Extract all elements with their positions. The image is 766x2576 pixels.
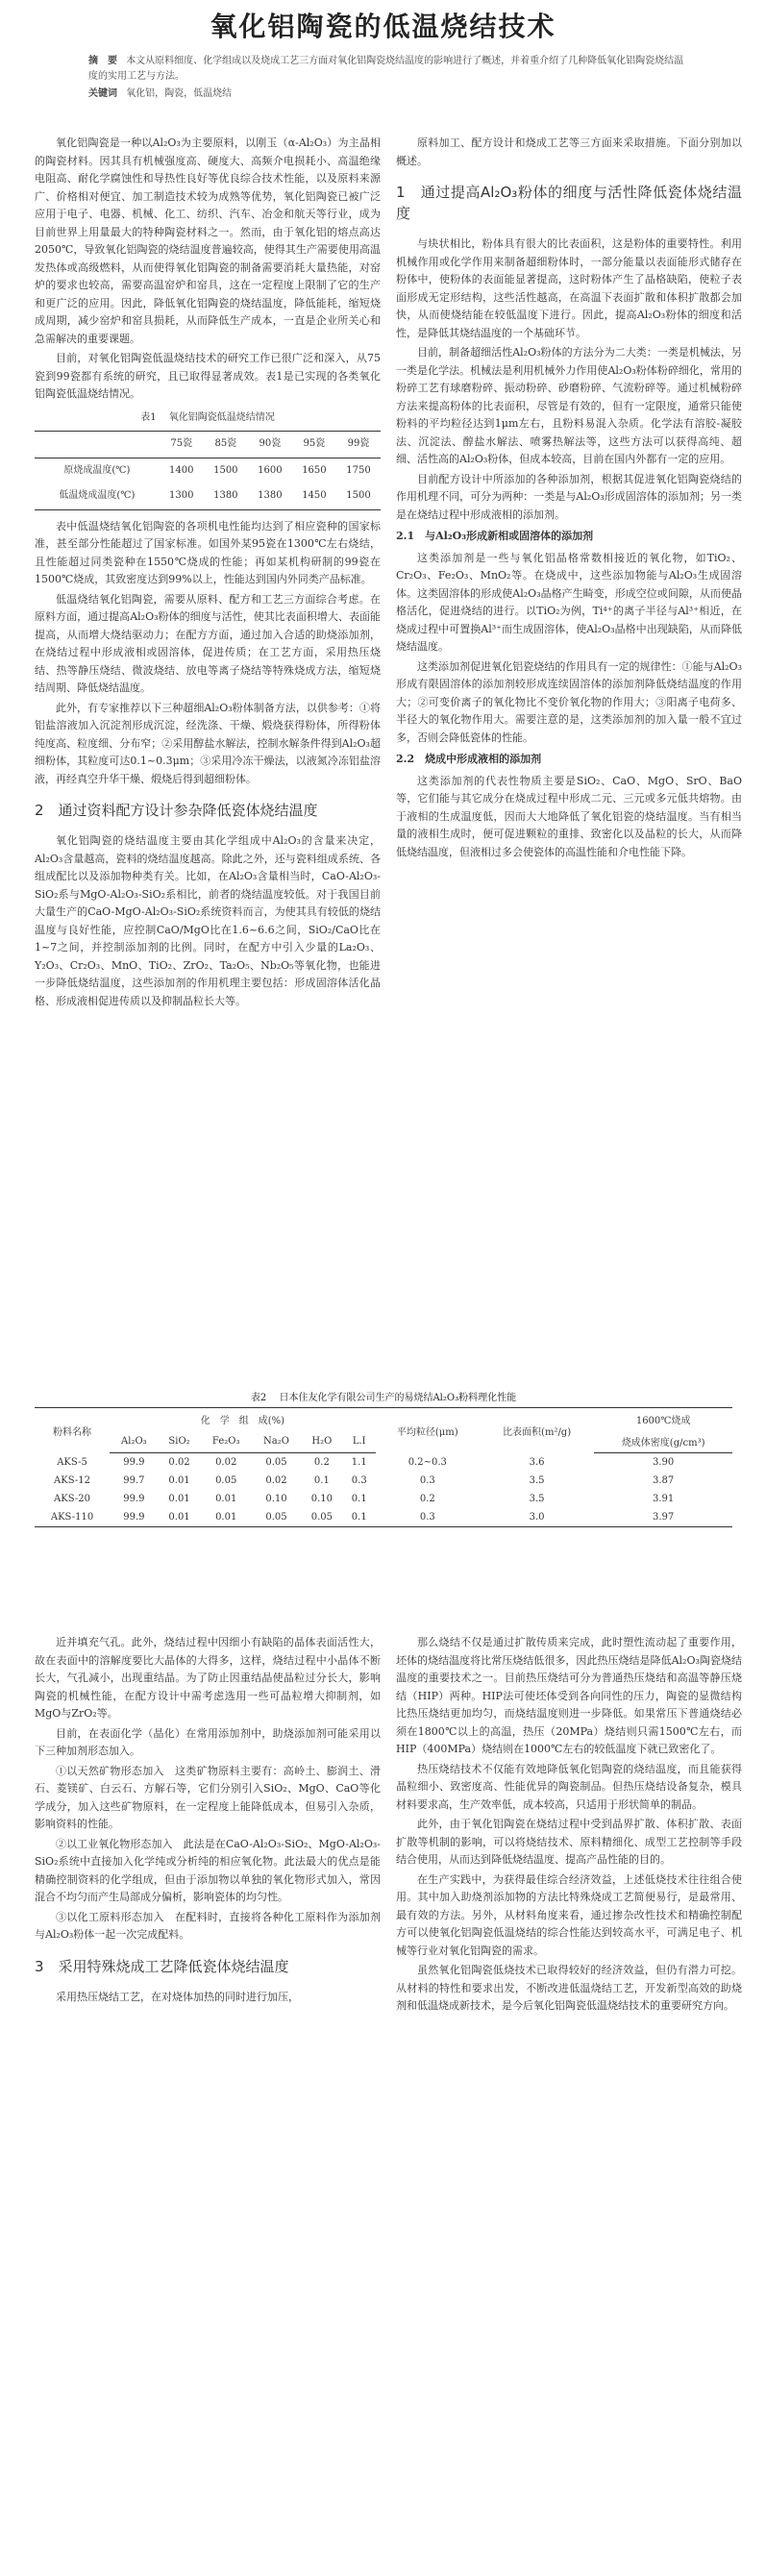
table-header-cell: L.I (343, 1430, 376, 1453)
keywords-label: 关键词 (88, 88, 117, 99)
table-header-cell: 比表面积(m²/g) (480, 1408, 594, 1453)
table2-title: 日本住友化学有限公司生产的易烧结Al₂O₃粉料理化性能 (279, 1393, 517, 1403)
paragraph: 目前，对氧化铝陶瓷低温烧结技术的研究工作已很广泛和深入，从75瓷到99瓷都有系统的研究，且已取得显著成效。表1是已实现的各类氧化铝陶瓷低温烧结情况。 (35, 352, 381, 400)
table-header-cell: 1600℃烧成 (594, 1408, 732, 1431)
table-cell: 99.9 (123, 1457, 145, 1468)
table-header-cell: Fe₂O₃ (200, 1430, 252, 1453)
column-upper-left (35, 135, 381, 1012)
table-cell: 0.1 (351, 1494, 367, 1504)
table1-caption (35, 409, 381, 428)
paragraph: 热压烧结技术不仅能有效地降低氧化铝陶瓷的烧结温度，而且能获得晶粒细小、致密度高、性能优异的陶瓷制品。但热压烧结设备复杂，模具材料要求高，生产效率低，成本较高，只适用于形状简单的制品。 (396, 1762, 742, 1811)
table-header-cell: H₂O (301, 1430, 343, 1453)
abstract-paragraph (88, 54, 684, 85)
paragraph: 目前，在表面化学（晶化）在常用添加剂中，助烧添加剂可能采用以下三种加剂形态加入。 (35, 1726, 381, 1757)
paragraph: 近并填充气孔。此外，烧结过程中因细小有缺陷的晶体表面活性大，故在表面中的溶解度要比大晶体的大得多，这样，烧结过程中小晶体不断长大，气孔减小，出现重结晶。为了防止因重结晶使晶粒过分长大，影响陶瓷的机械性能，在配方设计中需考虑选用一些可晶粒增大抑制剂，如MgO与ZrO₂等。 (35, 1636, 381, 1720)
table-row (35, 1508, 732, 1527)
paragraph: 氧化铝陶瓷是一种以Al₂O₃为主要原料，以刚玉（α-Al₂O₃）为主晶相的陶瓷材料。因其具有机械强度高、硬度大、高频介电损耗小、高温绝缘电阻高、耐化学腐蚀性和导热性良好等优良综合技术性能，以及原料来源广、价格相对便宜、加工制造技术较为成熟等优势，氧化铝陶瓷已被广泛应用于电子、电器、机械、化工、纺织、汽车、冶金和航天等行业，成为目前世界上用量最大的特种陶瓷材料之一。然而，由于氧化铝的熔点高达2050℃，导致氧化铝陶瓷的烧结温度普遍较高，使得其生产需要使用高温发热体或高级燃料，从而使得氧化铝陶瓷的制备需要消耗大量热能，对窑炉的要求也较高，需要高温窑炉和窑具，这在一定程度上限制了它的生产和更广泛的应用。因此，降低氧化铝陶瓷的烧结温度，降低能耗，缩短烧成周期，减少窑炉和窑具损耗，从而降低生产成本，一直是企业所关心和急需解决的重要课题。 (35, 136, 381, 345)
table-cell: 0.05 (265, 1457, 287, 1468)
table-header-cell: 85瓷 (204, 432, 248, 458)
abstract-block (88, 54, 684, 102)
table-cell: 1450 (292, 483, 336, 509)
table-cell: 0.10 (310, 1494, 333, 1504)
table-cell: 0.05 (301, 1508, 343, 1527)
column-lower-right (396, 1634, 742, 2018)
table-cell: 0.01 (168, 1494, 190, 1504)
paragraph: 虽然氧化铝陶瓷低烧技术已取得较好的经济效益，但仍有潜力可挖。从材料的特性和要求出发，不断改进低温烧结工艺，开发新型高效的助烧剂和低温烧成新技术，是今后氧化铝陶瓷低温烧结技术的重要研究方向。 (396, 1964, 742, 2012)
table-cell: 0.05 (252, 1508, 301, 1527)
table-cell: 原烧成温度(℃) (63, 464, 131, 476)
table-row (35, 1453, 732, 1473)
table-header-cell: 烧成体密度(g/cm³) (594, 1430, 732, 1453)
table-header-row (35, 1408, 732, 1431)
table-cell: 0.01 (159, 1508, 201, 1527)
table-cell: 3.97 (594, 1508, 732, 1527)
paragraph: 目前，制备超细活性Al₂O₃粉体的方法分为二大类：一类是机械法，另一类是化学法。机械法是利用机械外力作用使Al₂O₃粉体粉碎细化，常用的粉碎工艺有球磨粉碎、振动粉碎、砂磨粉碎、气流粉碎等。通过机械粉碎方法来提高粉体的比表面积，尽管是有效的，但有一定限度，通常只能使粉料的平均粒径达到1μm左右，且粉料易混入杂质。化学法有溶胶-凝胶法、沉淀法、醇盐水解法、喷雾热解法等，这些方法可以获得高纯、超细、活性高的Al₂O₃粉体，但成本较高，目前在国内外都有一定的应用。 (396, 346, 742, 465)
table-cell: 3.91 (653, 1494, 675, 1504)
table-cell: AKS-12 (54, 1475, 91, 1486)
section-heading-3: 3 采用特殊烧成工艺降低瓷体烧结温度 (35, 1957, 289, 1975)
table-header-cell: 95瓷 (292, 432, 336, 458)
paragraph: 与块状相比，粉体具有很大的比表面积，这是粉体的重要特性。利用机械作用或化学作用来制备超细粉体时，一部分能量以表面能形式储存在粉体中，使粉体的表面能显著提高，这时粉体产生了晶格缺陷，使粒子表面形成无定形结构，这些活性越高，在高温下表面扩散和体积扩散都会加快，从而使烧结能在较低温度下进行。因此，提高Al₂O₃粉体的细度和活性，是降低其烧结温度的一个基础环节。 (396, 237, 742, 339)
paragraph: 低温烧结氧化铝陶瓷，需要从原料、配方和工艺三方面综合考虑。在原料方面，通过提高Al₂O₃粉体的细度与活性，使其比表面积增大、表面能提高，从而增大烧结驱动力；在配方方面，通过加入合适的助烧添加剂，在烧结过程中形成液相或固溶体，促进传质；在工艺方面，采用热压烧结、热等静压烧结、微波烧结、放电等离子烧结等特殊烧成方法，缩短烧结周期、降低烧结温度。 (35, 592, 381, 694)
table-cell: 0.2 (313, 1457, 330, 1468)
keywords-text: 氧化铝，陶瓷，低温烧结 (126, 88, 233, 99)
paragraph: 这类添加剂的代表性物质主要是SiO₂、CaO、MgO、SrO、BaO等，它们能与其它成分在烧成过程中形成二元、三元或多元低共熔物。由于液相的生成温度低，因而大大地降低了氧化铝瓷的烧结温度。当有相当量的液相生成时，便可促进颗粒的重排、致密化以及晶粒的长大，从而降低烧结温度，但液相过多会使瓷体的高温性能和介电性能下降。 (396, 774, 742, 858)
paragraph: 表中低温烧结氧化铝陶瓷的各项机电性能均达到了相应瓷种的国家标准，甚至部分性能超过了国家标准。如国外某95瓷在1300℃左右烧结，且性能超过同类瓷种在1550℃烧成的性能；再如某机构研制的99瓷在1500℃烧成，其致密度达到99%以上，性能达到国内外同类产品标准。 (35, 519, 381, 585)
table-header-group: 化 学 组 成(%) (110, 1408, 376, 1431)
table1-title: 氧化铝陶瓷低温烧结情况 (168, 411, 275, 423)
table-cell: 1600 (258, 464, 283, 476)
table-header-cell: SiO₂ (159, 1430, 201, 1453)
table-header-cell: 99瓷 (336, 432, 381, 458)
table-cell: 3.5 (529, 1494, 545, 1504)
table-cell: 0.3 (351, 1475, 367, 1486)
section-heading-2: 2 通过资料配方设计参杂降低瓷体烧结温度 (35, 802, 318, 819)
paragraph: ③以化工原料形态加入 在配料时，直接将各种化工原料作为添加剂与Al₂O₃粉体一起一次完成配料。 (35, 1910, 381, 1941)
table-cell: 0.3 (376, 1508, 480, 1527)
table-cell: 0.01 (215, 1494, 237, 1504)
paragraph: 此外，由于氧化铝陶瓷在烧结过程中受到晶界扩散、体积扩散、表面扩散等机制的影响，可以将烧结技术、原料精细化、成型工艺控制等手段结合使用，从而达到降低烧结温度、提高产品性能的目的。 (396, 1818, 742, 1866)
table-row (35, 483, 381, 509)
table-cell: 0.02 (215, 1457, 237, 1468)
table-cell: 0.1 (313, 1475, 330, 1486)
column-lower-left (35, 1634, 381, 2008)
table-header-cell: 平均粒径(μm) (376, 1408, 480, 1453)
table-cell: 99.9 (123, 1494, 145, 1504)
table-row (35, 458, 381, 483)
table1-number: 表1 (140, 411, 157, 423)
table-cell: AKS-110 (35, 1508, 110, 1527)
table-cell: 3.6 (529, 1456, 545, 1468)
paragraph: 采用热压烧结工艺，在对烧体加热的同时进行加压， (56, 1990, 299, 2003)
table-header-cell: Al₂O₃ (110, 1430, 159, 1453)
table-cell: 3.87 (653, 1475, 675, 1486)
table-cell: 0.05 (215, 1475, 237, 1486)
paragraph: 这类添加剂是一些与氧化铝晶格常数相接近的氧化物，如TiO₂、Cr₂O₃、Fe₂O₃、MnO₂等。在烧成中，这些添加物能与Al₂O₃生成固溶体。这类固溶体的形成使Al₂O₃晶格产生畸变，形成空位或间隙，从而使晶格活化，促进烧结的进行。以TiO₂为例，Ti⁴⁺的离子半径与Al³⁺相近，在烧成过程中可置换Al³⁺而生成固溶体，使Al₂O₃晶格中出现缺陷，从而降低烧结温度。 (396, 551, 742, 653)
table-cell: 1500 (213, 464, 238, 476)
table-row (35, 1472, 732, 1490)
paragraph: ①以天然矿物形态加入 这类矿物原料主要有：高岭土、膨润土、滑石、菱镁矿、白云石、方解石等，它们分别引入SiO₂、MgO、CaO等化学成分，加入这些矿物原料，在一定程度上能降低成本，但易引入杂质，影响资料的性能。 (35, 1764, 381, 1830)
table-header-cell: Na₂O (252, 1430, 301, 1453)
table-cell: 1380 (248, 483, 292, 509)
table-cell: 0.01 (168, 1475, 190, 1486)
table-header-cell: 90瓷 (248, 432, 292, 458)
table2 (35, 1407, 732, 1527)
table-cell: 3.90 (653, 1457, 675, 1468)
table-cell: 3.0 (480, 1508, 594, 1527)
table-cell: 0.02 (265, 1475, 287, 1486)
paragraph: 在生产实践中，为获得最佳综合经济效益，上述低烧技术往往组合使用。其中加入助烧剂添加物的方法比特殊烧成工艺简便易行，是最常用、最有效的方法。另外，从材料角度来看，通过掺杂改性技术和精确控制配方可以使氧化铝陶瓷低温烧结的综合性能达到较高水平，可满足电子、机械等行业对氧化铝陶瓷的需求。 (396, 1872, 742, 1957)
table-cell: 0.01 (200, 1508, 252, 1527)
paragraph: 原料加工、配方设计和烧成工艺等三方面来采取措施。下面分别加以概述。 (396, 136, 742, 167)
table-cell: 1500 (336, 483, 381, 509)
table-cell: 0.2~0.3 (408, 1456, 447, 1468)
subsection-heading-2-2: 2.2 烧成中形成液相的添加剂 (396, 753, 542, 765)
table2-caption (35, 1389, 732, 1403)
table-header-cell (35, 432, 160, 458)
table-cell: 0.1 (343, 1508, 376, 1527)
table-cell: AKS-20 (54, 1494, 91, 1504)
paragraph: 氧化铝陶瓷的烧结温度主要由其化学组成中Al₂O₃的含量来决定，Al₂O₃含量越高，瓷料的烧结温度越高。除此之外，还与瓷料组成系统、各组成配比以及添加物种类有关。比如，在Al₂O₃含量相当时，CaO-Al₂O₃-SiO₂系与MgO-Al₂O₃-SiO₂系相比，前者的烧结温度较低。对于我国目前大量生产的CaO-MgO-Al₂O₃-SiO₂系统资料而言，为使其具有较低的烧结温度与良好性能，应控制CaO/MgO比在1.6~6.6之间，SiO₂/CaO比在1~7之间，并控制添加剂的比例。同时，在配方中引入少量的La₂O₃、Y₂O₃、Cr₂O₃、MnO、TiO₂、ZrO₂、Ta₂O₅、Nb₂O₅等氧化物，也能进一步降低烧结温度，这些添加剂的作用机理主要包括：形成固溶体活化晶格、形成液相促进传质以及抑制晶粒长大等。 (35, 834, 381, 1007)
table-cell: 1300 (160, 483, 204, 509)
table-cell: 0.2 (419, 1494, 435, 1504)
paragraph: 目前配方设计中所添加的各种添加剂，根据其促进氧化铝陶瓷烧结的作用机理不同，可分为两种：一类是与Al₂O₃形成固溶体的添加剂；另一类是在烧结过程中形成液相的添加剂。 (396, 472, 742, 521)
table-cell: 1400 (169, 464, 194, 476)
table-cell: 1650 (302, 464, 327, 476)
table-cell: 3.5 (529, 1475, 545, 1486)
section-heading-1: 1 通过提高Al₂O₃粉体的细度与活性降低瓷体烧结温度 (396, 184, 742, 222)
table-cell: 1750 (346, 464, 371, 476)
paragraph: 此外，有专家推荐以下三种超细Al₂O₃粉体制备方法，以供参考：①将铝盐溶液加入沉淀剂形成沉淀，经洗涤、干燥、煅烧获得粉体，所得粉体纯度高、粒度细、分布窄；②采用醇盐水解法，控制水解条件得到Al₂O₃超细粉体，其粒度可达0.1~0.3μm；③采用冷冻干燥法，以液氮冷冻铝盐溶液，再经真空升华干燥、煅烧后得到超细粉体。 (35, 701, 381, 785)
table-header-cell: 粉料名称 (35, 1408, 110, 1453)
table1 (35, 431, 381, 510)
table-header-row (35, 432, 381, 458)
table2-block (35, 1389, 732, 1527)
table-row (35, 1490, 732, 1508)
table-header-cell: 75瓷 (160, 432, 204, 458)
paragraph: 这类添加剂促进氧化铝瓷烧结的作用具有一定的规律性：①能与Al₂O₃形成有限固溶体的添加剂较形成连续固溶体的添加剂降低烧结温度的作用大；②可变价离子的氧化物比不变价氧化物的作用大；③阳离子电荷多、半径大的氧化物作用大。需要注意的是，这类添加剂的加入量一般不宜过多，否则会降低瓷体的性能。 (396, 659, 742, 744)
table-cell: 99.7 (123, 1475, 145, 1486)
abstract-label: 摘 要 (88, 56, 117, 66)
subsection-heading-2-1: 2.1 与Al₂O₃形成新相或固溶体的添加剂 (396, 530, 594, 542)
keywords-line (88, 87, 684, 102)
table-cell: 0.3 (419, 1475, 435, 1486)
table-cell: 0.02 (168, 1457, 190, 1468)
table-cell: 99.9 (110, 1508, 159, 1527)
abstract-text: 本文从原料细度、化学组成以及烧成工艺三方面对氧化铝陶瓷烧结温度的影响进行了概述，并着重介绍了几种降低氧化铝陶瓷烧结温度的实用工艺与方法。 (88, 56, 684, 82)
paragraph: ②以工业氧化物形态加入 此法是在CaO-Al₂O₃-SiO₂、MgO-Al₂O₃-SiO₂系统中直接加入化学纯或分析纯的相应氧化物。此法最大的优点是能精确控制资料的化学组成，但由于添加物以单独的氧化物形式加入，常因混合不均匀而产生局部成分偏析，影响瓷体的均匀性。 (35, 1837, 381, 1903)
column-upper-right (396, 135, 742, 863)
table-cell: 1380 (204, 483, 248, 509)
table2-number: 表2 (250, 1393, 267, 1403)
article-title: 氧化铝陶瓷的低温烧结技术 (210, 11, 556, 42)
table-cell: AKS-5 (57, 1456, 87, 1468)
table-cell: 1.1 (351, 1457, 367, 1468)
table-cell: 低温烧成温度(℃) (35, 483, 160, 509)
table-cell: 0.10 (265, 1494, 287, 1504)
paragraph: 那么烧结不仅是通过扩散传质来完成，此时塑性流动起了重要作用，坯体的烧结温度将比常压烧结低很多，因此热压烧结是降低Al₂O₃陶瓷烧结温度的重要技术之一。目前热压烧结可分为普通热压烧结和高温等静压烧结（HIP）两种。HIP法可使坯体受到各向同性的压力，陶瓷的显微结构比热压烧结更加均匀，而烧结温度则进一步降低。如果常压下普通烧结必须在1800℃以上的高温，热压（20MPa）烧结则只需1500℃左右，而HIP（400MPa）烧结则在1000℃左右的较低温度下就已致密化了。 (396, 1636, 742, 1755)
